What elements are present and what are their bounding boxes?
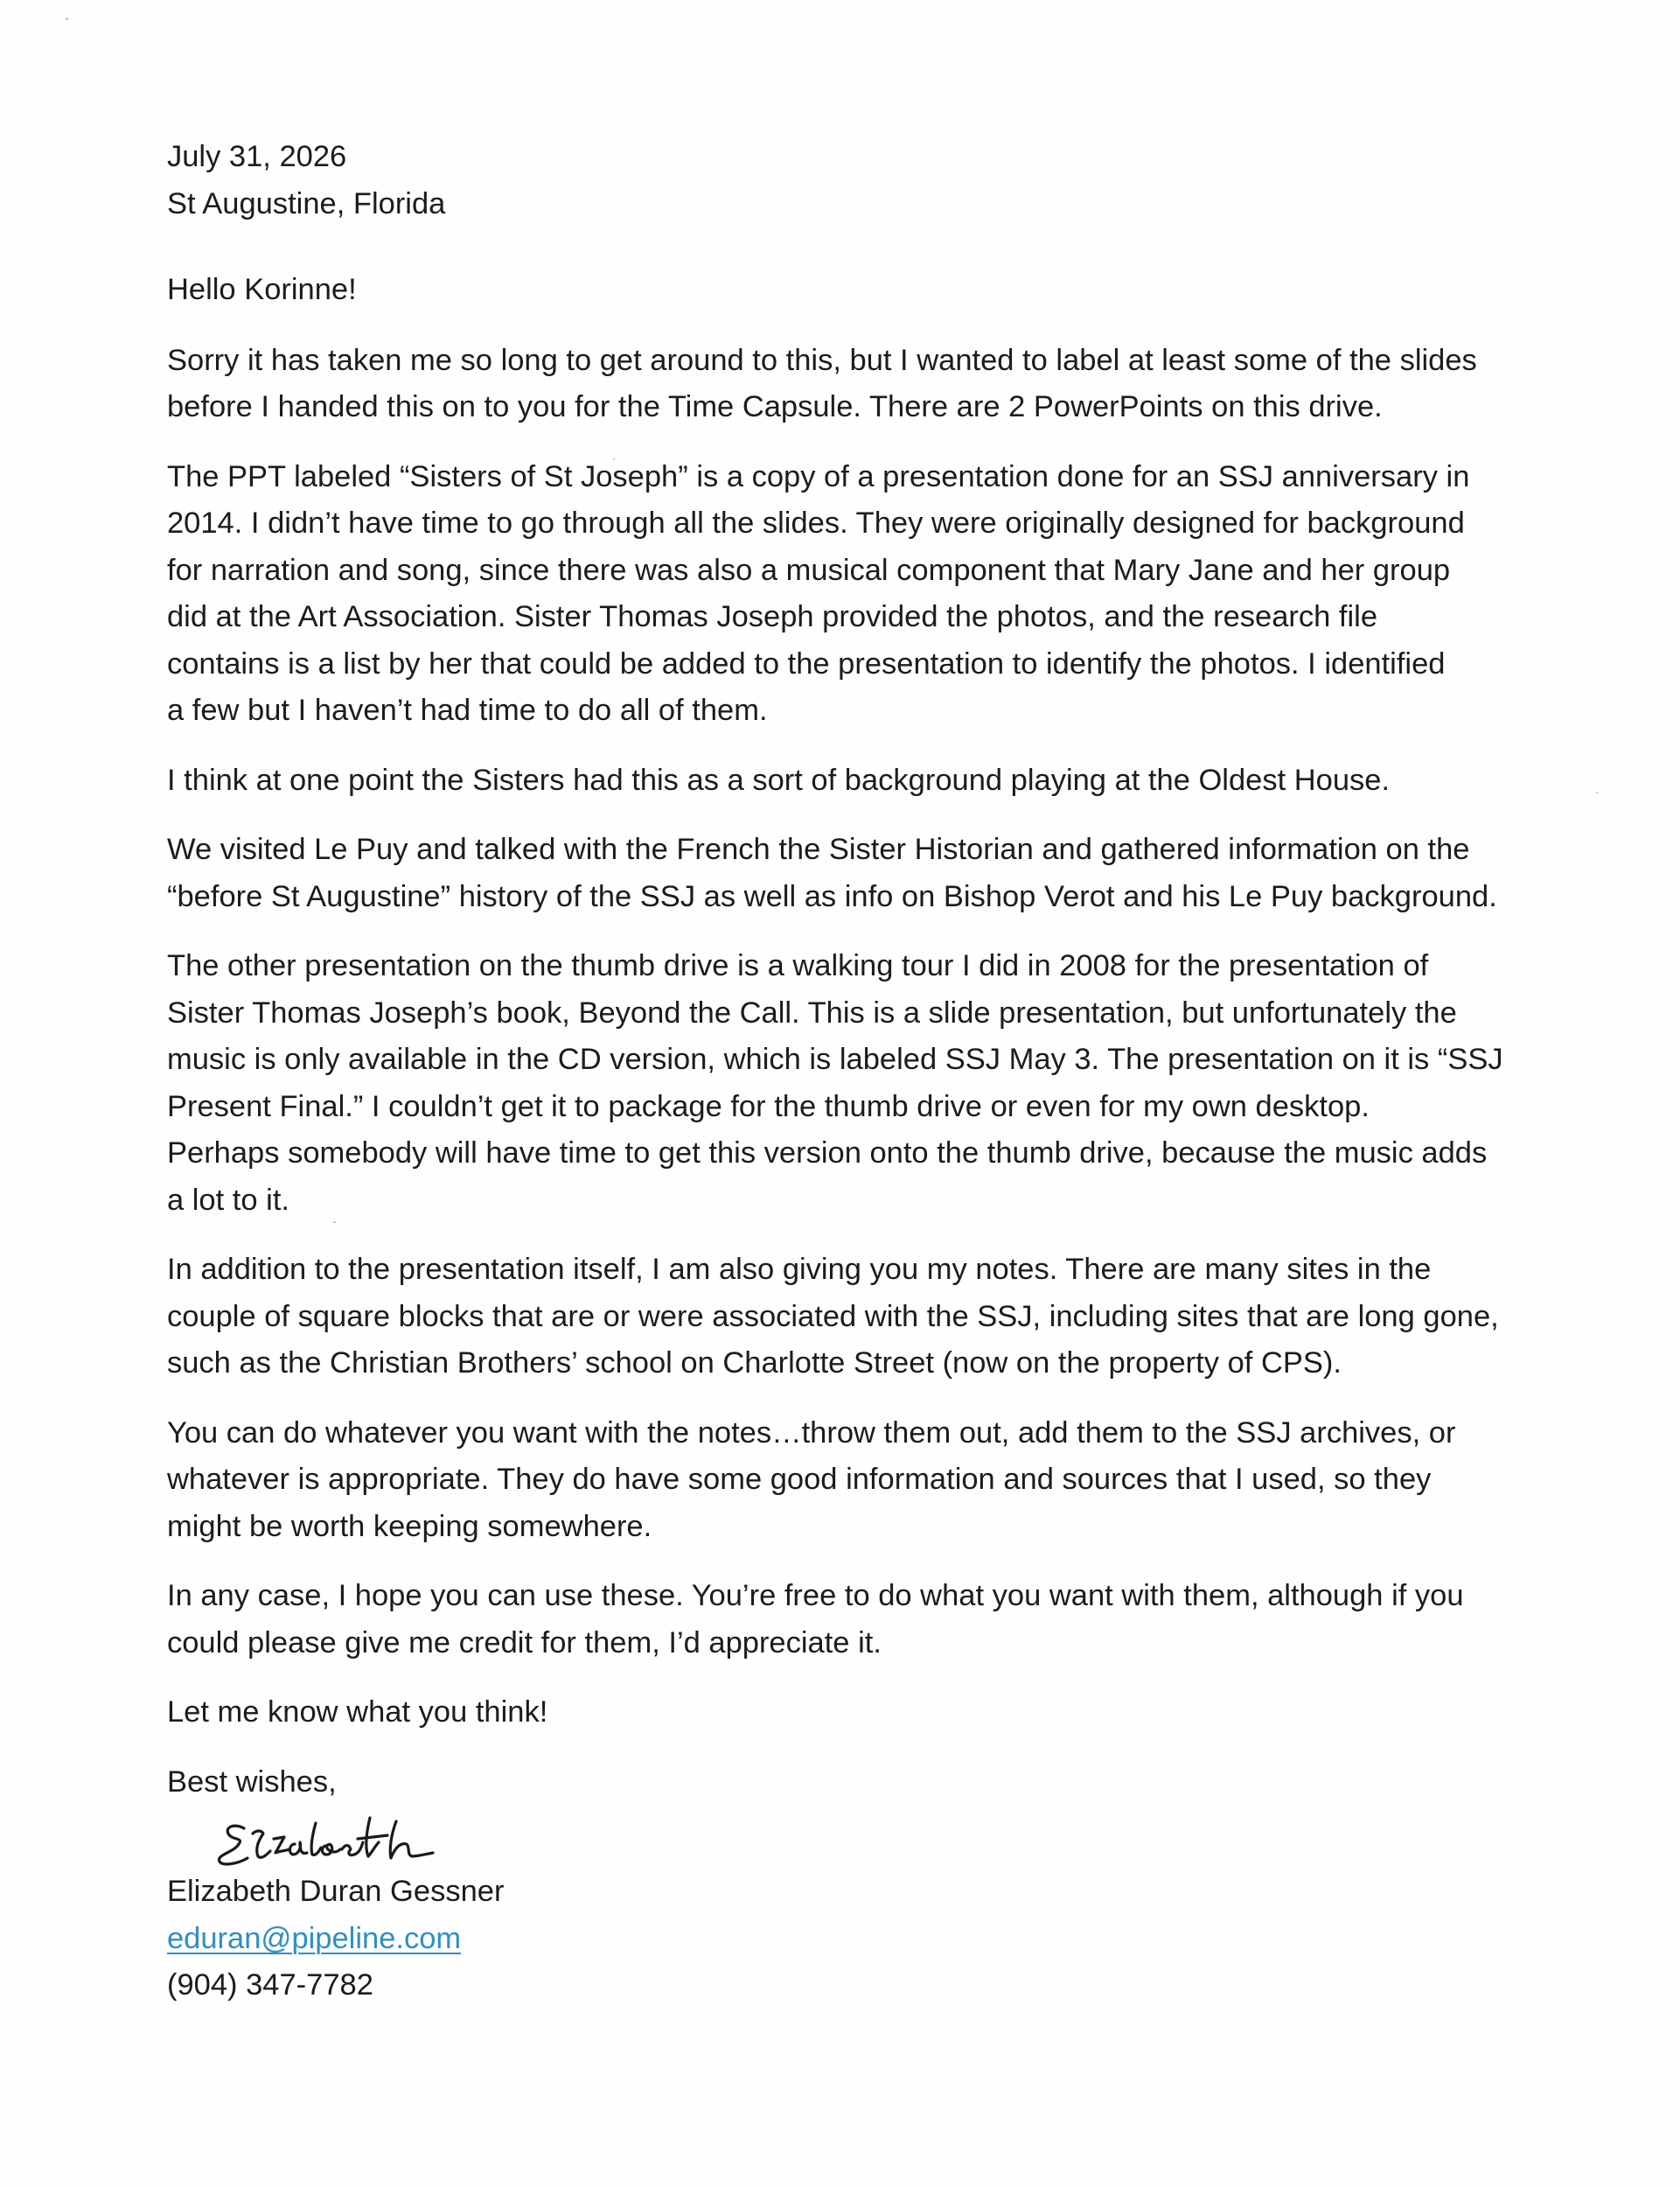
letter-body bbox=[167, 134, 1514, 2009]
paragraph-notes-use: You can do whatever you want with the notes…throw them out, add them to the SSJ archives, or whatever is appropriate. They do have some good information and sources that I used, so they might be worth keeping somewhere. bbox=[167, 1415, 1456, 1543]
letter-date: July 31, 2026 bbox=[167, 140, 347, 173]
phone-number: (904) 347-7782 bbox=[167, 1968, 373, 2002]
paragraph-credit: In any case, I hope you can use these. You’re free to do what you want with them, although if you could please give me credit for them, I’d appreciate it. bbox=[167, 1579, 1464, 1659]
paragraph-walking-tour: The other presentation on the thumb drive is a walking tour I did in 2008 for the presentation of Sister Thomas Joseph’s book, Beyond the Call. This is a slide presentation, but unfortunately the music is only available in the CD version, which is labeled SSJ May 3. The presentation on it is “SSJ Present Final.” I couldn’t get it to package for the thumb drive or even for my own desktop. Perhaps somebody will have time to get this version onto the thumb drive, because the music adds a lot to it. bbox=[167, 949, 1503, 1217]
closing: Best wishes, bbox=[167, 1764, 337, 1799]
email-link[interactable]: eduran@pipeline.com bbox=[167, 1921, 462, 1955]
paragraph-le-puy: We visited Le Puy and talked with the French the Sister Historian and gathered information on the “before St Augustine” history of the SSJ as well as info on Bishop Verot and his Le Puy background. bbox=[167, 833, 1497, 913]
paragraph-intro: Sorry it has taken me so long to get around to this, but I wanted to label at least some of the slides before I handed this on to you for the Time Capsule. There are 2 PowerPoints on this drive. bbox=[167, 343, 1477, 423]
greeting: Hello Korinne! bbox=[167, 273, 357, 306]
sender-name: Elizabeth Duran Gessner bbox=[167, 1875, 505, 1908]
paragraph-sisters-ppt: The PPT labeled “Sisters of St Joseph” is a copy of a presentation done for an SSJ anniversary in 2014. I didn’t have time to go through all the slides. They were originally designed for background for narration and song, since there was also a musical component that Mary Jane and her group did at the Art Association. Sister Thomas Joseph provided the photos, and the research file contains is a list by her that could be added to the presentation to identify the photos. I identified a few but I haven’t had time to do all of them. bbox=[167, 459, 1470, 727]
paragraph-oldest-house: I think at one point the Sisters had this as a sort of background playing at the Oldest House. bbox=[167, 763, 1391, 797]
scan-speck bbox=[1596, 792, 1598, 793]
handwritten-signature bbox=[209, 1804, 471, 1876]
letter-place: St Augustine, Florida bbox=[167, 186, 446, 220]
paragraph-notes: In addition to the presentation itself, I am also giving you my notes. There are many sites in the couple of square blocks that are or were associated with the SSJ, including sites that are long gone, such as the Christian Brothers’ school on Charlotte Street (now on the property of CPS). bbox=[167, 1253, 1499, 1380]
paragraph-let-me-know: Let me know what you think! bbox=[167, 1695, 548, 1729]
scan-speck bbox=[66, 17, 68, 20]
